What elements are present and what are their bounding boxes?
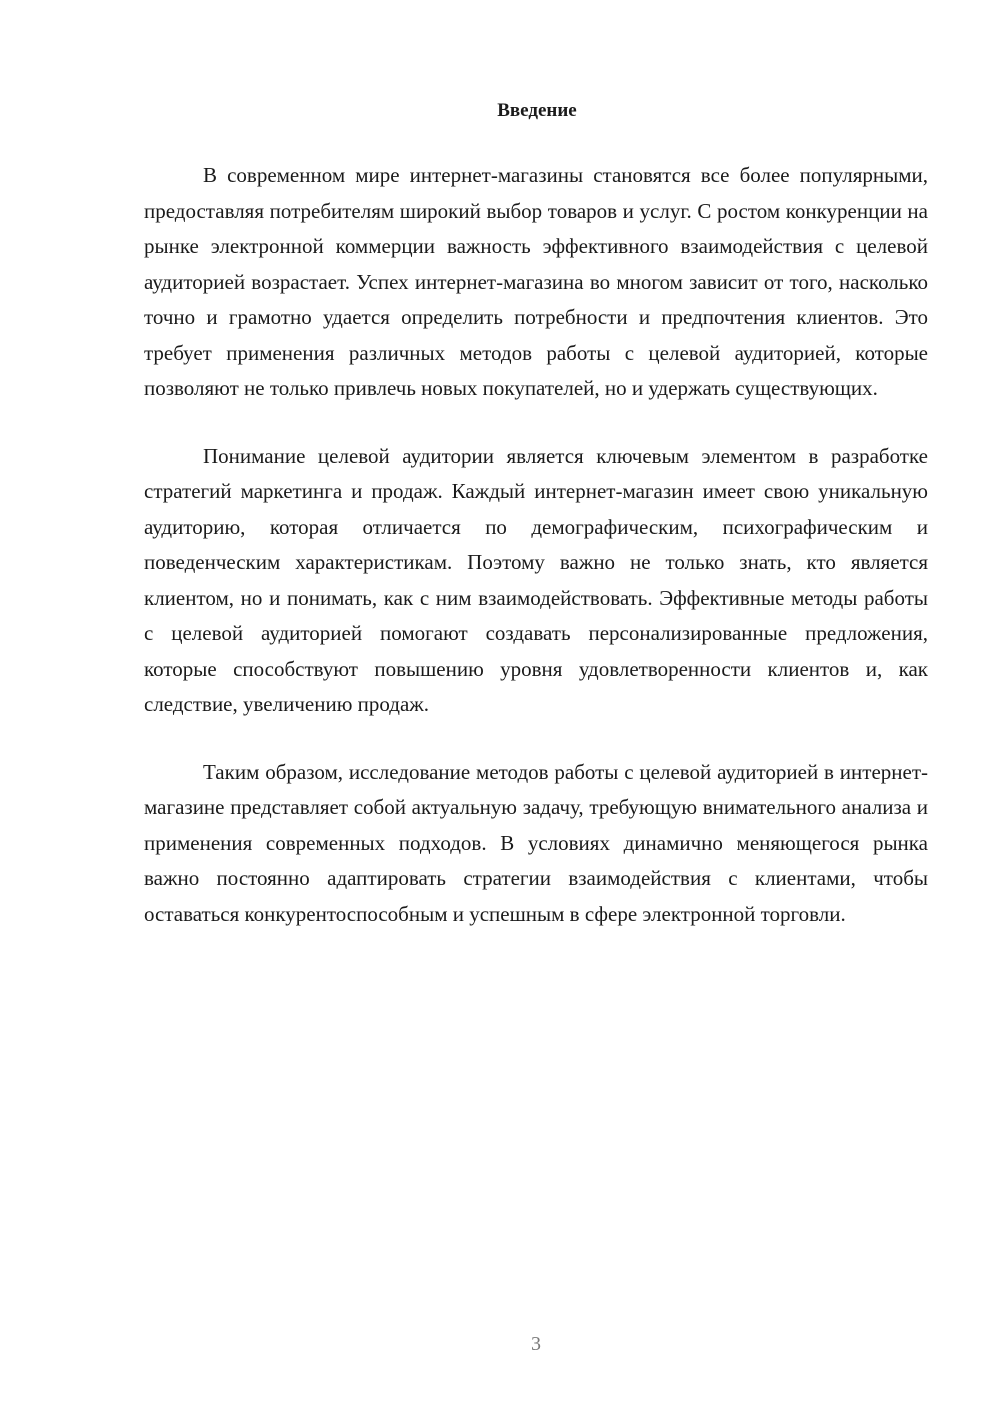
paragraph-1: В современном мире интернет-магазины становятся все более популярными, предоставляя потребителям широкий выбор товаров и услуг. С ростом конкуренции на рынке электронной коммерции важность эффективного взаимодействия с целевой аудиторией возрастает. Успех интернет-магазина во многом зависит от того, насколько точно и грамотно удается определить потребности и предпочтения клиентов. Это требует применения различных методов работы с целевой аудиторией, которые позволяют не только привлечь новых покупателей, но и удержать существующих.	[144, 163, 928, 400]
paragraph-2: Понимание целевой аудитории является ключевым элементом в разработке стратегий маркетинга и продаж. Каждый интернет-магазин имеет свою уникальную аудиторию, которая отличается по демографическим, психографическим и поведенческим характеристикам. Поэтому важно не только знать, кто является клиентом, но и понимать, как с ним взаимодействовать. Эффективные методы работы с целевой аудиторией помогают создавать персонализированные предложения, которые способствуют повышению уровня удовлетворенности клиентов и, как следствие, увеличению продаж.	[144, 443, 928, 716]
page-number: 3	[531, 1333, 541, 1355]
section-heading: Введение	[497, 100, 577, 121]
paragraph-3: Таким образом, исследование методов работы с целевой аудиторией в интернет-магазине представляет собой актуальную задачу, требующую внимательного анализа и применения современных подходов. В условиях динамично меняющегося рынка важно постоянно адаптировать стратегии взаимодействия с клиентами, чтобы оставаться конкурентоспособным и успешным в сфере электронной торговли.	[144, 759, 928, 926]
page-content	[144, 96, 928, 932]
